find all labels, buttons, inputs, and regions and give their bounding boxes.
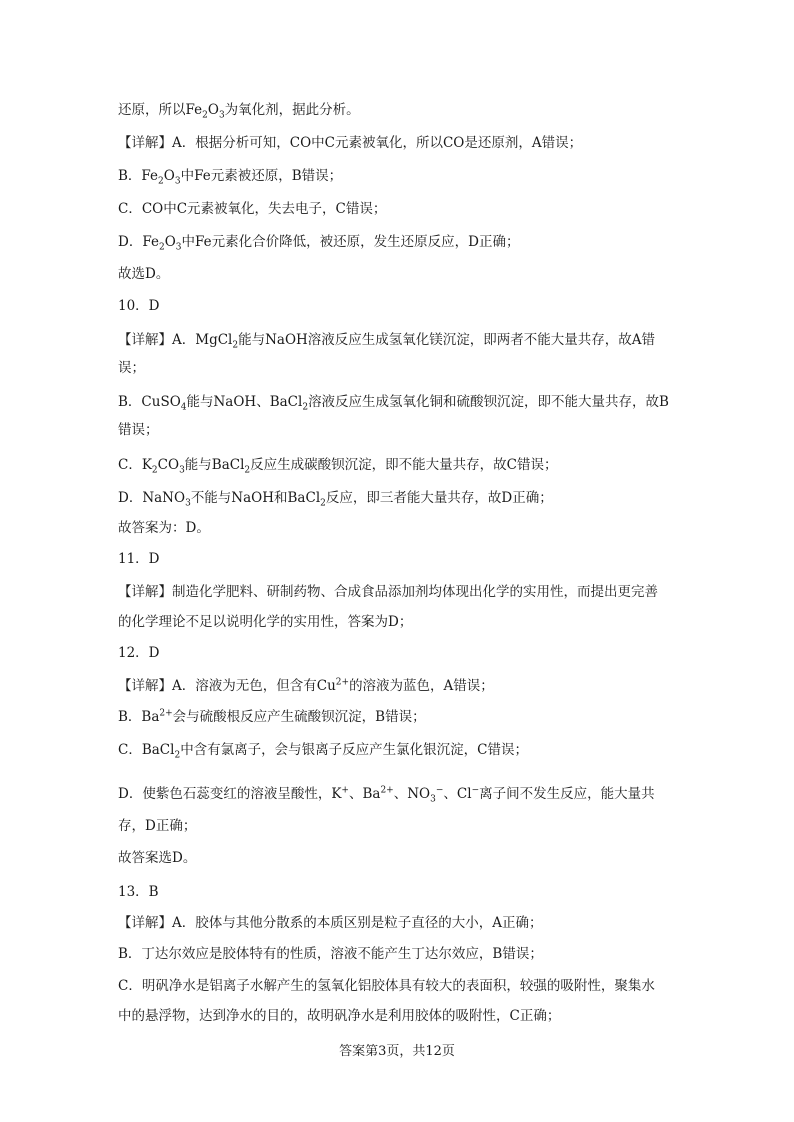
text-segment: 存，D正确； <box>118 818 197 834</box>
text-line <box>118 740 528 760</box>
text-subscript: 2 <box>174 750 181 761</box>
text-segment: D．NaNO <box>118 490 186 506</box>
text-segment: 故答案选D。 <box>118 850 197 866</box>
text-line <box>118 549 160 569</box>
text-line <box>118 100 360 120</box>
text-line <box>118 848 196 868</box>
text-supscript: 2+ <box>335 677 350 688</box>
text-segment: 反应生成碳酸钡沉淀，即不能大量共存，故C错误； <box>250 457 558 473</box>
text-segment: C．K <box>118 457 152 473</box>
text-subscript: 4 <box>180 402 187 413</box>
text-line <box>118 296 160 316</box>
text-line <box>118 199 386 219</box>
text-segment: 【详解】A．根据分析可知，CO中C元素被氧化，所以CO是还原剂，A错误； <box>118 135 583 151</box>
text-segment: O <box>163 168 175 184</box>
text-subscript: 3 <box>218 110 225 121</box>
text-segment: 【详解】制造化学肥料、研制药物、合成食品添加剂均体现出化学的实用性，而提出更完善 <box>118 584 658 600</box>
text-segment: CO <box>157 457 180 473</box>
text-segment: 11．D <box>118 551 160 567</box>
text-segment: Fe <box>185 102 203 118</box>
text-subscript: 2 <box>302 402 309 413</box>
text-segment: 会与硫酸根反应产生硫酸钡沉淀，B错误； <box>172 709 426 725</box>
text-segment: C．CO中C元素被氧化，失去电子，C错误； <box>118 201 387 217</box>
text-segment: 、Ba <box>348 786 381 802</box>
text-segment: 12．D <box>118 645 160 661</box>
text-subscript: 3 <box>179 465 185 476</box>
text-line <box>118 1006 560 1026</box>
text-segment: 、NO <box>393 786 431 802</box>
text-segment: 离子间不发生反应，能大量共 <box>479 786 655 802</box>
text-line <box>118 330 655 350</box>
text-line <box>118 166 342 186</box>
text-segment: 中Fe元素化合价降低，被还原，发生还原反应，D正确； <box>181 234 520 250</box>
text-segment: 、Cl <box>443 786 472 802</box>
text-segment: Fe <box>142 234 159 250</box>
text-segment: B．CuSO <box>118 394 181 410</box>
text-segment: D．使紫色石蕊变红的溶液呈酸性，K <box>118 786 342 802</box>
text-line <box>118 455 558 475</box>
text-subscript: 2 <box>202 110 208 121</box>
text-supscript: 2+ <box>380 785 394 796</box>
text-line <box>118 358 145 378</box>
text-supscript: + <box>341 785 349 796</box>
text-line <box>118 264 169 284</box>
text-subscript: 2 <box>158 242 165 253</box>
text-line <box>118 913 543 933</box>
text-segment: 中的悬浮物，达到净水的目的，故明矾净水是利用胶体的吸附性，C正确； <box>118 1008 561 1024</box>
text-subscript: 2 <box>244 465 251 476</box>
text-line <box>118 944 543 964</box>
text-segment: B． <box>118 168 142 184</box>
text-line <box>118 707 426 727</box>
text-segment: 【详解】A．MgCl <box>118 332 233 348</box>
text-subscript: 2 <box>232 340 239 351</box>
text-line <box>118 976 655 996</box>
text-subscript: 2 <box>320 498 326 509</box>
text-line <box>118 676 494 696</box>
text-segment: 误； <box>118 360 145 376</box>
text-segment: B．丁达尔效应是胶体特有的性质，溶液不能产生丁达尔效应，B错误； <box>118 946 543 962</box>
text-line <box>118 816 196 836</box>
text-segment: 反应，即三者能大量共存，故D正确； <box>325 490 553 506</box>
text-segment: D． <box>118 234 143 250</box>
text-subscript: 3 <box>430 794 436 805</box>
text-segment: 溶液反应生成氢氧化铜和硫酸钡沉淀，即不能大量共存，故B <box>308 394 669 410</box>
text-segment: 的溶液为蓝色，A错误； <box>349 678 494 694</box>
text-segment: 的化学理论不足以说明化学的实用性，答案为D； <box>118 614 413 630</box>
page-footer: 答案第3页，共12页 <box>339 1044 455 1059</box>
text-segment: C．BaCl <box>118 742 175 758</box>
text-supscript: − <box>435 785 444 796</box>
text-segment: 错误； <box>118 422 159 438</box>
text-line <box>118 488 553 508</box>
text-segment: O <box>207 102 219 118</box>
text-segment: 故选D。 <box>118 266 170 282</box>
text-subscript: 3 <box>174 176 181 187</box>
text-segment: C．明矾净水是铝离子水解产生的氢氧化铝胶体具有较大的表面积，较强的吸附性，聚集水 <box>118 978 655 994</box>
text-supscript: − <box>471 785 480 796</box>
text-line <box>118 643 160 663</box>
text-line <box>118 612 412 632</box>
text-segment: 【详解】A．胶体与其他分散系的本质区别是粒子直径的大小，A正确； <box>118 915 543 931</box>
text-segment: 能与BaCl <box>184 457 245 473</box>
text-segment: 能与NaOH溶液反应生成氢氧化镁沉淀，即两者不能大量共存，故A错 <box>238 332 656 348</box>
text-line <box>118 133 582 153</box>
text-segment: Fe <box>141 168 159 184</box>
text-subscript: 3 <box>175 242 182 253</box>
text-segment: 还原，所以 <box>118 102 186 118</box>
text-line <box>118 392 669 412</box>
text-subscript: 2 <box>151 465 158 476</box>
text-subscript: 3 <box>185 498 191 509</box>
text-segment: 能与NaOH、BaCl <box>186 394 303 410</box>
text-segment: 13．B <box>118 884 159 900</box>
text-segment: O <box>164 234 176 250</box>
text-subscript: 2 <box>158 176 164 187</box>
text-line <box>118 582 658 602</box>
text-segment: 【详解】A．溶液为无色，但含有Cu <box>118 678 336 694</box>
text-segment: 不能与NaOH和BaCl <box>190 490 321 506</box>
text-segment: 中Fe元素被还原，B错误； <box>180 168 343 184</box>
text-line <box>118 420 159 440</box>
text-line <box>118 882 159 902</box>
text-segment: B．Ba <box>118 709 160 725</box>
text-segment: 为氧化剂，据此分析。 <box>224 102 360 118</box>
text-line <box>118 784 655 804</box>
text-supscript: 2+ <box>159 708 173 719</box>
text-line <box>118 232 519 252</box>
text-line <box>118 518 210 538</box>
text-segment: 故答案为：D。 <box>118 520 210 536</box>
text-segment: 10．D <box>118 298 160 314</box>
text-segment: 中含有氯离子，会与银离子反应产生氯化银沉淀，C错误； <box>180 742 529 758</box>
